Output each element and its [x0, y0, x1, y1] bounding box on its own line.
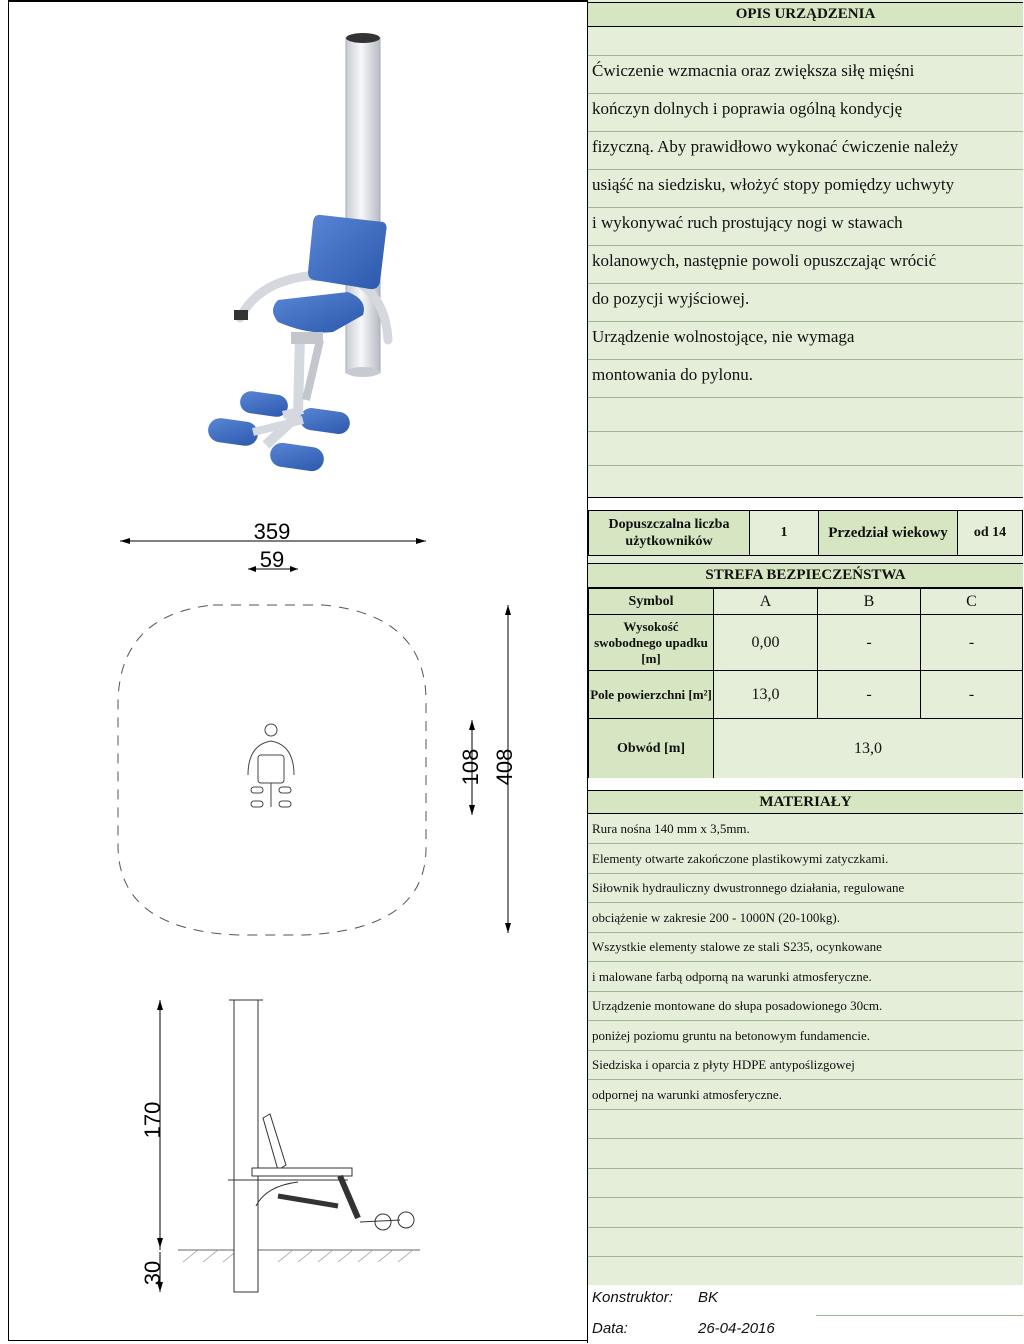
- col-b: B: [818, 589, 921, 615]
- users-label: Dopuszczalna liczba użytkowników: [589, 511, 750, 556]
- dim-height: 170: [140, 1101, 165, 1139]
- product-render: [8, 0, 586, 500]
- age-value: od 14: [958, 511, 1023, 556]
- area-c: -: [921, 671, 1023, 719]
- info-panel: [587, 0, 1023, 1343]
- designer-label: Konstruktor:: [592, 1289, 673, 1306]
- symbol-label: Symbol: [589, 589, 714, 615]
- users-table: [588, 510, 1023, 556]
- description-header: OPIS URZĄDZENIA: [588, 2, 1023, 27]
- materials-line: poniżej poziomu gruntu na betonowym fundamencie.: [592, 1028, 870, 1043]
- materials-line: Siłownik hydrauliczny dwustronnego działania, regulowane: [592, 880, 905, 895]
- description-line: i wykonywać ruch prostujący nogi w stawach: [592, 213, 903, 232]
- area-b: -: [818, 671, 921, 719]
- description-line: kończyn dolnych i poprawia ogólną kondycję: [592, 99, 903, 118]
- materials-line: i malowane farbą odporną na warunki atmosferyczne.: [592, 969, 872, 984]
- description-line: kolanowych, następnie powoli opuszczając wrócić: [592, 251, 937, 270]
- description-line: Ćwiczenie wzmacnia oraz zwiększa siłę mięśni: [592, 61, 915, 80]
- fall-height-label: Wysokość swobodnego upadku [m]: [589, 615, 714, 671]
- materials-line: Wszystkie elementy stalowe ze stali S235, ocynkowane: [592, 939, 882, 954]
- perimeter-value: 13,0: [714, 719, 1023, 779]
- fall-b: -: [818, 615, 921, 671]
- description-line: montowania do pylonu.: [592, 365, 754, 384]
- dim-ground: 30: [140, 1260, 165, 1286]
- materials-line: Urządzenie montowane do słupa posadowionego 30cm.: [592, 998, 883, 1013]
- description-line: Urządzenie wolnostojące, nie wymaga: [592, 327, 855, 346]
- drawing-area: [8, 0, 586, 1343]
- materials-line: Rura nośna 140 mm x 3,5mm.: [592, 821, 750, 836]
- top-view-plan: [8, 505, 586, 965]
- materials-line: obciążenie w zakresie 200 - 1000N (20-100kg).: [592, 910, 840, 925]
- area-a: 13,0: [714, 671, 818, 719]
- col-a: A: [714, 589, 818, 615]
- designer-value: BK: [698, 1289, 719, 1306]
- description-line: fizyczną. Aby prawidłowo wykonać ćwiczenie należy: [592, 137, 959, 156]
- fall-c: -: [921, 615, 1023, 671]
- dim-depth-total: 408: [492, 748, 517, 786]
- description-line: do pozycji wyjściowej.: [592, 289, 750, 308]
- perimeter-label: Obwód [m]: [589, 719, 714, 779]
- materials-line: odpornej na warunki atmosferyczne.: [592, 1087, 782, 1102]
- safety-header: STREFA BEZPIECZEŃSTWA: [588, 563, 1023, 588]
- materials-header: MATERIAŁY: [588, 790, 1023, 814]
- age-label: Przedział wiekowy: [819, 511, 958, 556]
- area-label: Pole powierzchni [m²]: [589, 671, 714, 719]
- col-c: C: [921, 589, 1023, 615]
- date-value: 26-04-2016: [698, 1320, 775, 1337]
- users-value: 1: [750, 511, 819, 556]
- materials-line: Siedziska i oparcia z płyty HDPE antypoślizgowej: [592, 1057, 855, 1072]
- dim-width-total: 359: [253, 519, 291, 544]
- dim-width-small: 59: [259, 547, 285, 572]
- side-view: [8, 990, 586, 1335]
- date-label: Data:: [592, 1320, 628, 1337]
- fall-a: 0,00: [714, 615, 818, 671]
- description-line: usiąść na siedzisku, włożyć stopy pomiędzy uchwyty: [592, 175, 955, 194]
- dim-depth-small: 108: [458, 748, 483, 786]
- materials-line: Elementy otwarte zakończone plastikowymi zatyczkami.: [592, 851, 889, 866]
- safety-table: [588, 588, 1023, 779]
